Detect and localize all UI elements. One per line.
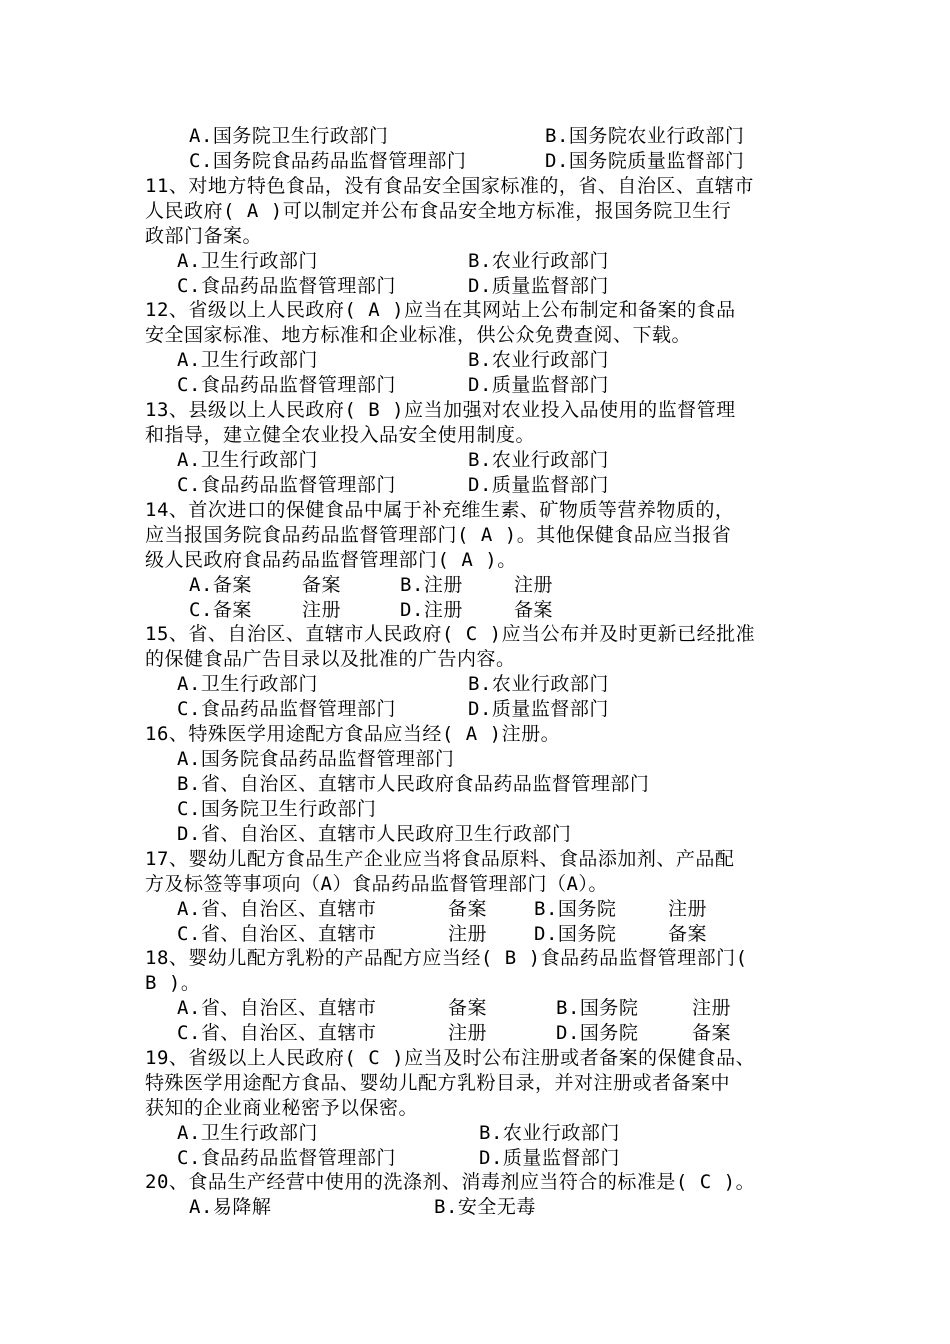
q19-stem-line-2: 特殊医学用途配方食品、婴幼儿配方乳粉目录，并对注册或者备案中 <box>145 1072 731 1094</box>
q13-option-a: A.卫生行政部门 <box>177 449 318 471</box>
q19-option-c: C.食品药品监督管理部门 <box>177 1147 396 1169</box>
q16-option-d: D.省、自治区、直辖市人民政府卫生行政部门 <box>177 823 572 845</box>
q14-option-d: D.注册 <box>400 599 463 621</box>
q11-option-b: B.农业行政部门 <box>468 250 609 272</box>
q12-stem-line-2: 安全国家标准、地方标准和企业标准，供公众免费查阅、下载。 <box>145 324 692 346</box>
q15-option-b: B.农业行政部门 <box>468 673 609 695</box>
q11-option-d: D.质量监督部门 <box>468 275 609 297</box>
q12-stem-line-1: 12、省级以上人民政府( A )应当在其网站上公布制定和备案的食品 <box>145 299 736 321</box>
q20-option-a: A.易降解 <box>189 1196 272 1218</box>
q18-option-d: D.国务院 <box>556 1022 639 1044</box>
q14-stem-line-1: 14、首次进口的保健食品中属于补充维生素、矿物质等营养物质的， <box>145 499 735 521</box>
q18-option-a: A.省、自治区、直辖市 <box>177 997 377 1019</box>
q14-option-b: B.注册 <box>400 574 463 596</box>
q17-option-a-second: 备案 <box>448 898 488 920</box>
q14-options-row-2 <box>0 598 950 623</box>
q20-option-b: B.安全无毒 <box>434 1196 536 1218</box>
q18-option-d-second: 备案 <box>692 1022 732 1044</box>
q11-stem-line-1: 11、对地方特色食品，没有食品安全国家标准的，省、自治区、直辖市 <box>145 175 754 197</box>
q19-options-row-1 <box>0 1121 950 1146</box>
q19-option-d: D.质量监督部门 <box>479 1147 620 1169</box>
q17-option-b-second: 注册 <box>668 898 708 920</box>
q11-options-row-1 <box>0 249 950 274</box>
q15-option-c: C.食品药品监督管理部门 <box>177 698 396 720</box>
q13-stem-line-1: 13、县级以上人民政府( B )应当加强对农业投入品使用的监督管理 <box>145 399 736 421</box>
q18-option-b: B.国务院 <box>556 997 639 1019</box>
q13-option-c: C.食品药品监督管理部门 <box>177 474 396 496</box>
q18-option-c: C.省、自治区、直辖市 <box>177 1022 377 1044</box>
q17-option-d-second: 备案 <box>668 923 708 945</box>
q19-options-row-2 <box>0 1146 950 1171</box>
q11-option-c: C.食品药品监督管理部门 <box>177 275 396 297</box>
q10-option-d: D.国务院质量监督部门 <box>545 150 745 172</box>
q17-option-a: A.省、自治区、直辖市 <box>177 898 377 920</box>
q18-options-row-1 <box>0 996 950 1021</box>
q10-options-row-2 <box>0 149 950 174</box>
q16-option-a: A.国务院食品药品监督管理部门 <box>177 748 455 770</box>
q11-stem-line-3: 政部门备案。 <box>145 225 263 247</box>
q14-stem-line-3: 级人民政府食品药品监督管理部门( A )。 <box>145 549 517 571</box>
q18-option-c-second: 注册 <box>448 1022 488 1044</box>
q12-option-d: D.质量监督部门 <box>468 374 609 396</box>
q15-stem-line-2: 的保健食品广告目录以及批准的广告内容。 <box>145 648 516 670</box>
q17-stem-line-1: 17、婴幼儿配方食品生产企业应当将食品原料、食品添加剂、产品配 <box>145 848 735 870</box>
q17-option-c: C.省、自治区、直辖市 <box>177 923 377 945</box>
q18-options-row-2 <box>0 1021 950 1046</box>
q15-option-d: D.质量监督部门 <box>468 698 609 720</box>
q17-option-b: B.国务院 <box>534 898 617 920</box>
q18-stem-line-1: 18、婴幼儿配方乳粉的产品配方应当经( B )食品药品监督管理部门( <box>145 947 748 969</box>
q14-option-d-second: 备案 <box>514 599 554 621</box>
q17-options-row-2 <box>0 922 950 947</box>
q14-option-a: A.备案 <box>189 574 252 596</box>
q20-stem-line-1: 20、食品生产经营中使用的洗涤剂、消毒剂应当符合的标准是( C )。 <box>145 1171 756 1193</box>
q13-option-b: B.农业行政部门 <box>468 449 609 471</box>
q16-stem-line-1: 16、特殊医学用途配方食品应当经( A )注册。 <box>145 723 561 745</box>
q14-stem-line-2: 应当报国务院食品药品监督管理部门( A )。其他保健食品应当报省 <box>145 524 732 546</box>
q13-option-d: D.质量监督部门 <box>468 474 609 496</box>
q17-options-row-1 <box>0 897 950 922</box>
q10-options-row-1 <box>0 124 950 149</box>
q15-stem-line-1: 15、省、自治区、直辖市人民政府( C )应当公布并及时更新已经批准 <box>145 623 756 645</box>
q12-option-a: A.卫生行政部门 <box>177 349 318 371</box>
q14-option-c: C.备案 <box>189 599 252 621</box>
q18-option-a-second: 备案 <box>448 997 488 1019</box>
q14-option-a-second: 备案 <box>302 574 342 596</box>
q14-option-b-second: 注册 <box>514 574 554 596</box>
q15-option-a: A.卫生行政部门 <box>177 673 318 695</box>
q15-options-row-2 <box>0 697 950 722</box>
q20-options-row-1 <box>0 1195 950 1220</box>
q10-option-a: A.国务院卫生行政部门 <box>189 125 389 147</box>
q11-options-row-2 <box>0 274 950 299</box>
q11-option-a: A.卫生行政部门 <box>177 250 318 272</box>
q13-options-row-1 <box>0 448 950 473</box>
q12-option-b: B.农业行政部门 <box>468 349 609 371</box>
q14-option-c-second: 注册 <box>302 599 342 621</box>
q13-stem-line-2: 和指导，建立健全农业投入品安全使用制度。 <box>145 424 536 446</box>
q16-option-c: C.国务院卫生行政部门 <box>177 798 377 820</box>
q18-option-b-second: 注册 <box>692 997 732 1019</box>
q10-option-b: B.国务院农业行政部门 <box>545 125 745 147</box>
q17-option-d: D.国务院 <box>534 923 617 945</box>
q12-option-c: C.食品药品监督管理部门 <box>177 374 396 396</box>
q14-options-row-1 <box>0 573 950 598</box>
q19-option-b: B.农业行政部门 <box>479 1122 620 1144</box>
q10-option-c: C.国务院食品药品监督管理部门 <box>189 150 467 172</box>
q19-stem-line-1: 19、省级以上人民政府( C )应当及时公布注册或者备案的保健食品、 <box>145 1047 756 1069</box>
q19-option-a: A.卫生行政部门 <box>177 1122 318 1144</box>
q15-options-row-1 <box>0 672 950 697</box>
q12-options-row-2 <box>0 373 950 398</box>
q17-option-c-second: 注册 <box>448 923 488 945</box>
q12-options-row-1 <box>0 348 950 373</box>
q18-stem-line-2: B )。 <box>145 972 201 994</box>
q17-stem-line-2: 方及标签等事项向（A）食品药品监督管理部门（A）。 <box>145 873 608 895</box>
q16-option-b: B.省、自治区、直辖市人民政府食品药品监督管理部门 <box>177 773 650 795</box>
q11-stem-line-2: 人民政府( A )可以制定并公布食品安全地方标准，报国务院卫生行 <box>145 200 732 222</box>
q13-options-row-2 <box>0 473 950 498</box>
q19-stem-line-3: 获知的企业商业秘密予以保密。 <box>145 1097 419 1119</box>
